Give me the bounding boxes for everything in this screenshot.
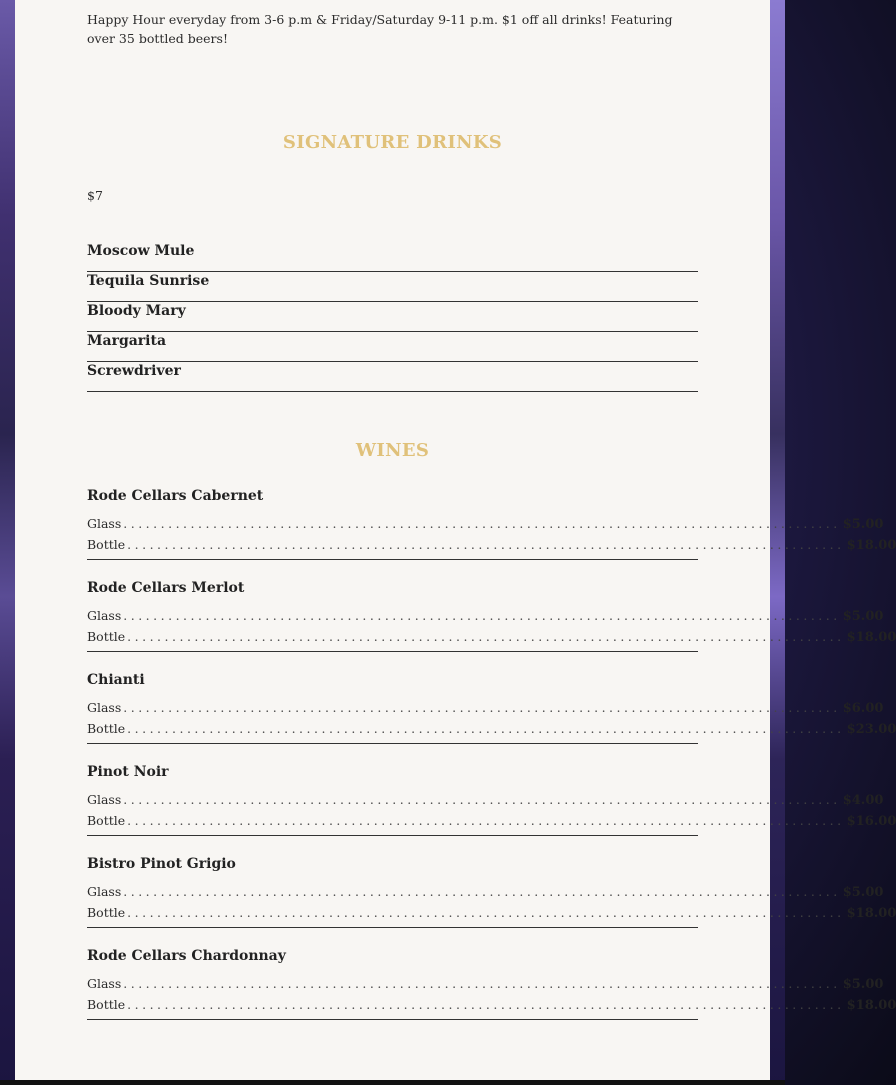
glass-price-row <box>87 700 884 717</box>
background-left <box>0 0 15 1085</box>
wine-item <box>87 928 896 1020</box>
bottle-price-row <box>87 905 896 922</box>
bottle-price: $18.00 <box>846 630 896 645</box>
glass-label: Glass <box>87 976 122 991</box>
bottle-price-row <box>87 721 896 738</box>
bottle-price-row <box>87 813 896 830</box>
wine-item <box>87 836 896 928</box>
wine-name: Rode Cellars Merlot <box>87 580 245 596</box>
bottle-price: $23.00 <box>846 722 896 737</box>
wines-title: WINES <box>355 440 430 461</box>
glass-label: Glass <box>87 516 122 531</box>
dot-leader: ................................................................................................ <box>123 792 841 807</box>
bottle-price: $16.00 <box>846 814 896 829</box>
dot-leader: ................................................................................................ <box>123 608 841 623</box>
bottle-price-row <box>87 629 896 646</box>
bottle-label: Bottle <box>87 721 126 736</box>
bottle-price: $18.00 <box>846 906 896 921</box>
wine-name: Rode Cellars Chardonnay <box>87 948 286 964</box>
glass-price-row <box>87 976 884 993</box>
bottom-bar <box>0 1080 785 1085</box>
dot-leader: ................................................................................................ <box>123 884 841 899</box>
bottle-label: Bottle <box>87 813 126 828</box>
bottle-label: Bottle <box>87 905 126 920</box>
wine-item <box>87 488 896 560</box>
drink-name: Tequila Sunrise <box>87 273 210 289</box>
dot-leader: ................................................................................................ <box>127 905 845 920</box>
happy-hour-text: Happy Hour everyday from 3-6 p.m & Friday/Saturday 9-11 p.m. $1 off all drinks! Featuring over 35 bottled beers! <box>87 12 673 46</box>
bottle-price: $18.00 <box>846 998 896 1013</box>
glass-price: $5.00 <box>842 609 884 624</box>
glass-price: $5.00 <box>842 885 884 900</box>
wine-name: Pinot Noir <box>87 764 169 780</box>
drink-name: Bloody Mary <box>87 303 186 319</box>
wine-list <box>87 488 896 1020</box>
dot-leader: ................................................................................................ <box>127 537 845 552</box>
glass-price: $5.00 <box>842 517 884 532</box>
dot-leader: ................................................................................................ <box>127 997 845 1012</box>
menu-page <box>15 0 896 1080</box>
signature-drinks-list <box>87 230 698 392</box>
wine-item <box>87 560 896 652</box>
signature-drinks-title: SIGNATURE DRINKS <box>282 132 503 153</box>
dot-leader: ................................................................................................ <box>123 516 841 531</box>
glass-label: Glass <box>87 792 122 807</box>
wine-name: Chianti <box>87 672 145 688</box>
signature-price: $7 <box>87 188 103 203</box>
dot-leader: ................................................................................................ <box>127 629 845 644</box>
glass-price-row <box>87 792 884 809</box>
bottle-price: $18.00 <box>846 538 896 553</box>
glass-price-row <box>87 608 884 625</box>
bottle-label: Bottle <box>87 537 126 552</box>
wine-item <box>87 652 896 744</box>
wine-name: Bistro Pinot Grigio <box>87 856 236 872</box>
bottle-label: Bottle <box>87 629 126 644</box>
signature-item <box>87 350 698 392</box>
bottle-label: Bottle <box>87 997 126 1012</box>
glass-label: Glass <box>87 608 122 623</box>
dot-leader: ................................................................................................ <box>127 813 845 828</box>
glass-price-row <box>87 884 884 901</box>
drink-name: Screwdriver <box>87 363 181 379</box>
glass-label: Glass <box>87 884 122 899</box>
drink-name: Margarita <box>87 333 167 349</box>
drink-name: Moscow Mule <box>87 243 195 259</box>
dot-leader: ................................................................................................ <box>127 721 845 736</box>
glass-price: $6.00 <box>842 701 884 716</box>
dot-leader: ................................................................................................ <box>123 976 841 991</box>
glass-price-row <box>87 516 884 533</box>
dot-leader: ................................................................................................ <box>123 700 841 715</box>
glass-label: Glass <box>87 700 122 715</box>
wine-name: Rode Cellars Cabernet <box>87 488 264 504</box>
wine-item <box>87 744 896 836</box>
glass-price: $4.00 <box>842 793 884 808</box>
menu-content <box>87 0 896 1020</box>
bottle-price-row <box>87 537 896 554</box>
glass-price: $5.00 <box>842 977 884 992</box>
bottle-price-row <box>87 997 896 1014</box>
